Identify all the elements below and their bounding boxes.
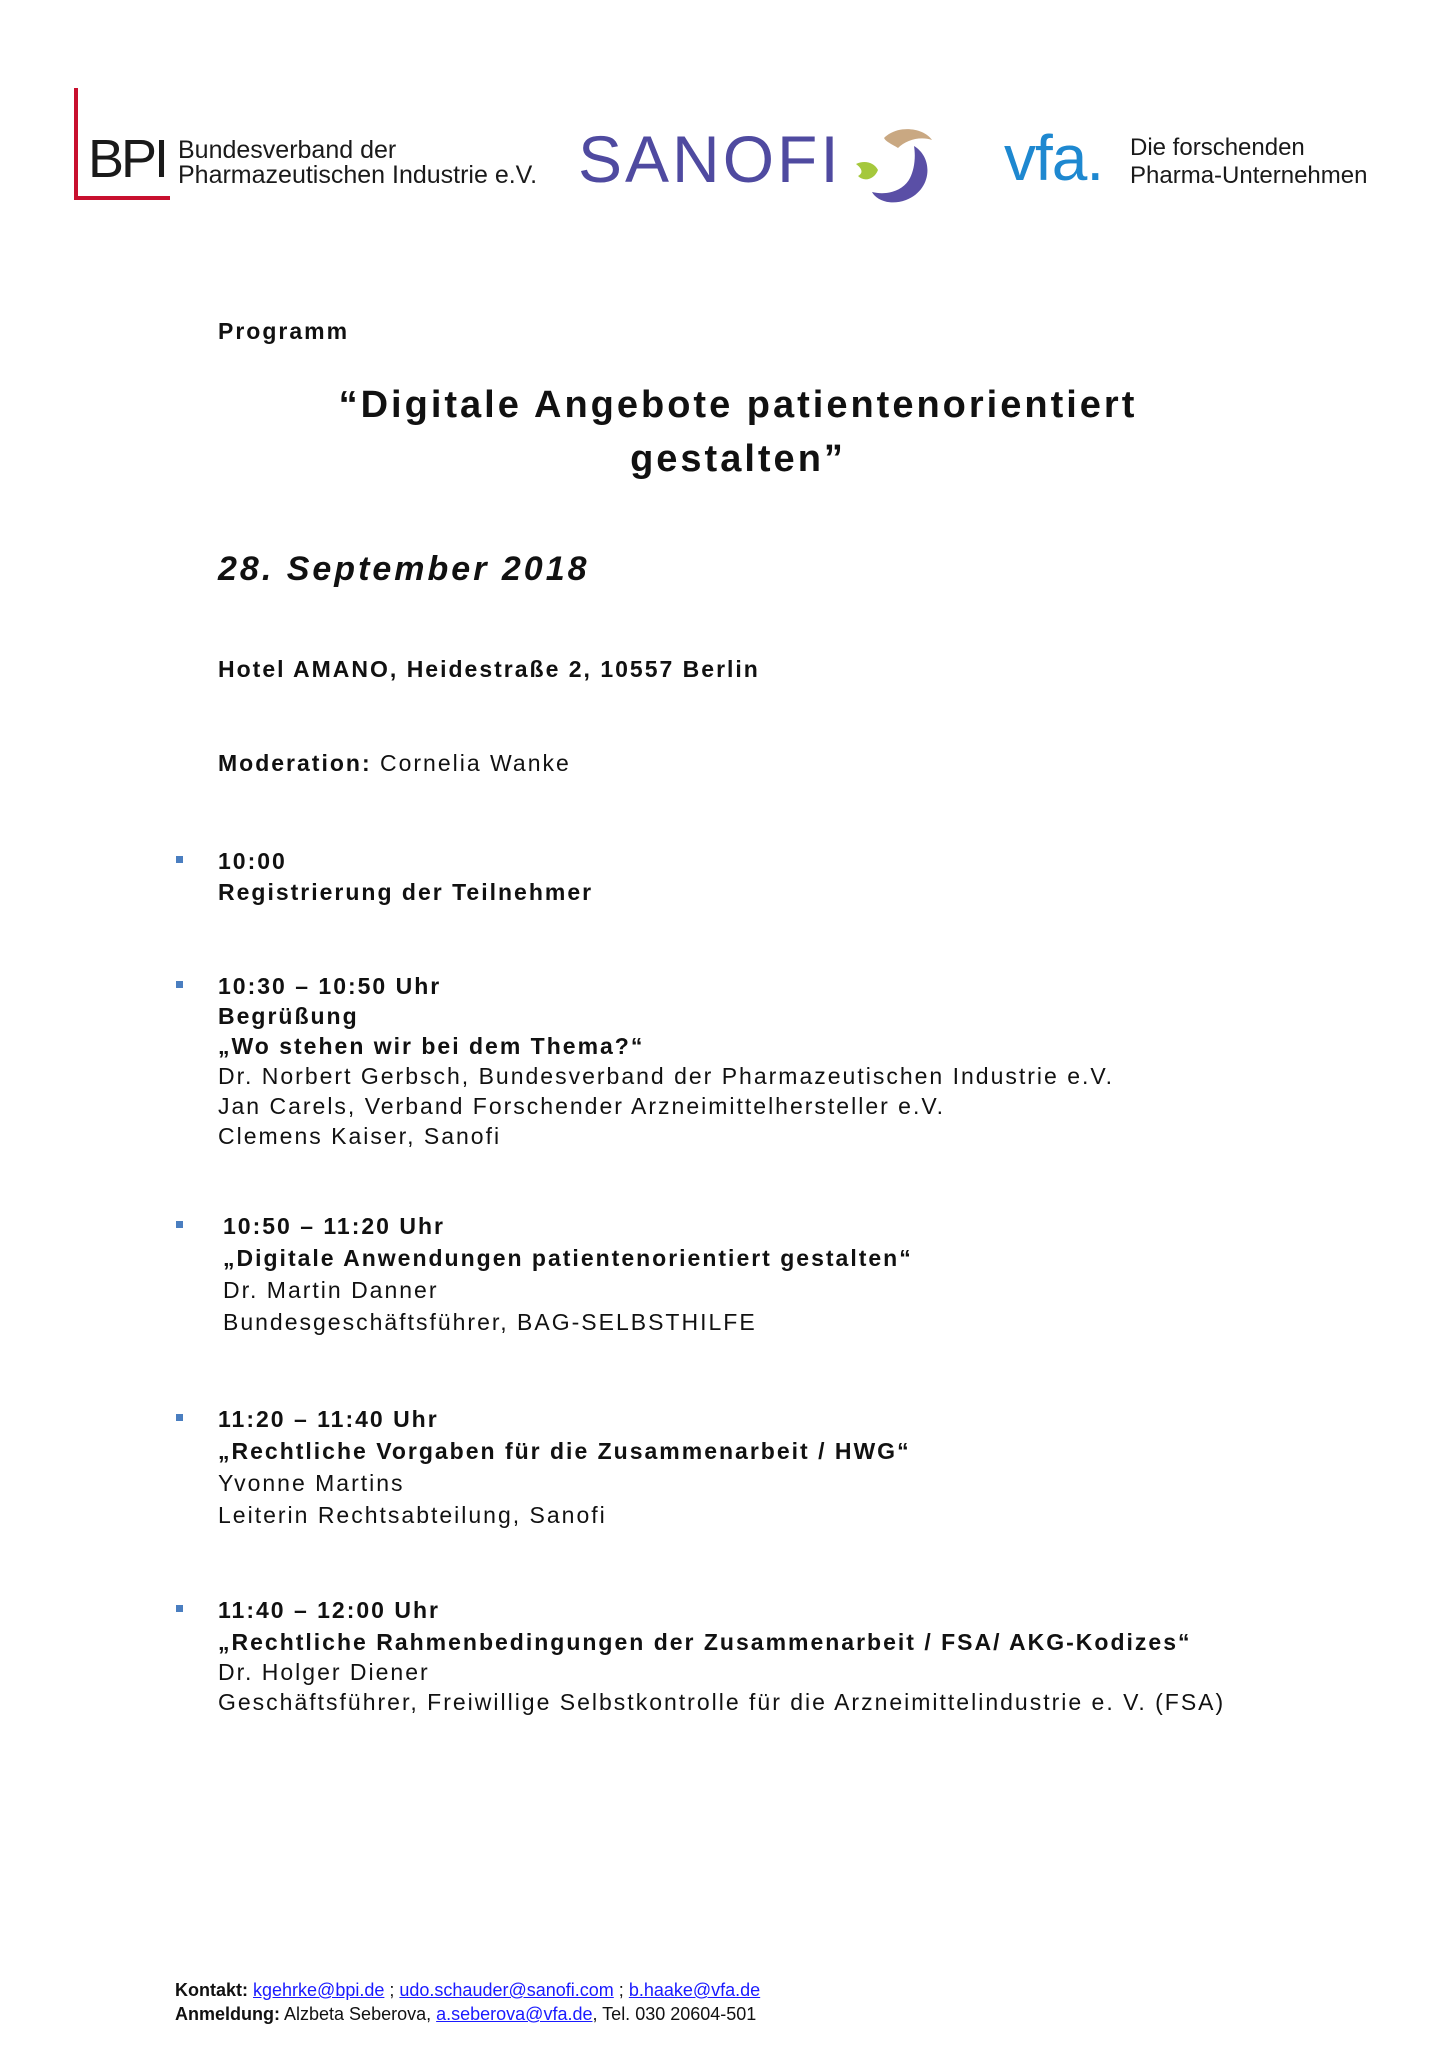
agenda-item-3-time: 10:50 – 11:20 Uhr	[223, 1213, 445, 1239]
agenda-item-1-time: 10:00	[218, 848, 287, 874]
agenda-item-4-role: Leiterin Rechtsabteilung, Sanofi	[218, 1502, 607, 1528]
agenda-item-3-role: Bundesgeschäftsführer, BAG-SELBSTHILFE	[223, 1309, 757, 1335]
agenda-bullet	[176, 1414, 183, 1421]
vfa-logo-line1: Die forschenden	[1130, 134, 1305, 161]
moderation-name: Cornelia Wanke	[380, 750, 571, 776]
bpi-logo-bar-vertical	[74, 88, 78, 200]
event-title-line1: “Digitale Angebote patientenorientiert	[338, 384, 1138, 426]
agenda-item-2-title: Begrüßung	[218, 1003, 359, 1029]
moderation-label: Moderation:	[218, 750, 372, 776]
agenda-item-2-speaker-1: Dr. Norbert Gerbsch, Bundesverband der Pharmazeutischen Industrie e.V.	[218, 1063, 1115, 1089]
email-link-vfa[interactable]: b.haake@vfa.de	[628, 1980, 761, 2000]
bpi-logo-line2: Pharmazeutischen Industrie e.V.	[178, 161, 538, 189]
vfa-logo-wordmark: vfa.	[1004, 122, 1104, 194]
event-venue: Hotel AMANO, Heidestraße 2, 10557 Berlin	[218, 656, 760, 682]
event-date: 28. September 2018	[218, 550, 590, 588]
anmeldung-phone: , Tel. 030 20604-501	[592, 2004, 757, 2024]
kontakt-label: Kontakt:	[175, 1980, 248, 2000]
bpi-logo-bar-horizontal	[74, 196, 170, 200]
event-title-line2: gestalten”	[630, 438, 846, 480]
sanofi-logo	[578, 118, 948, 208]
agenda-item-5-role: Geschäftsführer, Freiwillige Selbstkontrolle für die Arzneimittelindustrie e. V. (FSA)	[218, 1689, 1226, 1715]
sanofi-logo-wordmark: SANOFI	[578, 122, 842, 196]
email-link-sanofi[interactable]: udo.schauder@sanofi.com	[399, 1980, 614, 2000]
bpi-logo-line1: Bundesverband der	[178, 136, 397, 164]
moderation	[218, 752, 571, 775]
email-separator: ;	[384, 1980, 400, 2000]
agenda-bullet	[176, 1221, 183, 1228]
agenda-bullet	[176, 1605, 183, 1612]
agenda-item-4-time: 11:20 – 11:40 Uhr	[218, 1406, 439, 1432]
vfa-logo-line2: Pharma-Unternehmen	[1130, 162, 1368, 189]
agenda-item-3-title: „Digitale Anwendungen patientenorientiert gestalten“	[223, 1245, 913, 1271]
vfa-logo	[1004, 120, 1384, 200]
email-link-bpi[interactable]: kgehrke@bpi.de	[253, 1980, 385, 2000]
agenda-item-1-title: Registrierung der Teilnehmer	[218, 879, 594, 905]
email-separator: ;	[613, 1980, 629, 2000]
agenda-item-2-speaker-2: Jan Carels, Verband Forschender Arzneimittelhersteller e.V.	[218, 1093, 945, 1119]
footer-anmeldung	[175, 2005, 756, 2023]
agenda-item-2-speaker-3: Clemens Kaiser, Sanofi	[218, 1123, 502, 1149]
agenda-bullet	[176, 856, 183, 863]
anmeldung-name: Alzbeta Seberova,	[284, 2004, 432, 2024]
agenda-item-5-speaker: Dr. Holger Diener	[218, 1659, 430, 1685]
agenda-item-5-time: 11:40 – 12:00 Uhr	[218, 1597, 440, 1623]
bpi-logo	[74, 88, 544, 200]
programm-label: Programm	[218, 318, 350, 344]
agenda-item-5-title: „Rechtliche Rahmenbedingungen der Zusammenarbeit / FSA/ AKG-Kodizes“	[218, 1629, 1192, 1655]
agenda-item-3-speaker: Dr. Martin Danner	[223, 1277, 439, 1303]
sanofi-bird-icon	[854, 124, 938, 206]
bpi-logo-acronym: BPI	[88, 129, 167, 189]
agenda-item-2-subtitle: „Wo stehen wir bei dem Thema?“	[218, 1033, 645, 1059]
email-link-anmeldung[interactable]: a.seberova@vfa.de	[436, 2004, 593, 2024]
agenda-item-2-time: 10:30 – 10:50 Uhr	[218, 973, 442, 999]
anmeldung-label: Anmeldung:	[175, 2004, 280, 2024]
footer-kontakt	[175, 1981, 760, 1999]
agenda-bullet	[176, 981, 183, 988]
agenda-item-4-title: „Rechtliche Vorgaben für die Zusammenarbeit / HWG“	[218, 1438, 911, 1464]
agenda-item-4-speaker: Yvonne Martins	[218, 1470, 405, 1496]
